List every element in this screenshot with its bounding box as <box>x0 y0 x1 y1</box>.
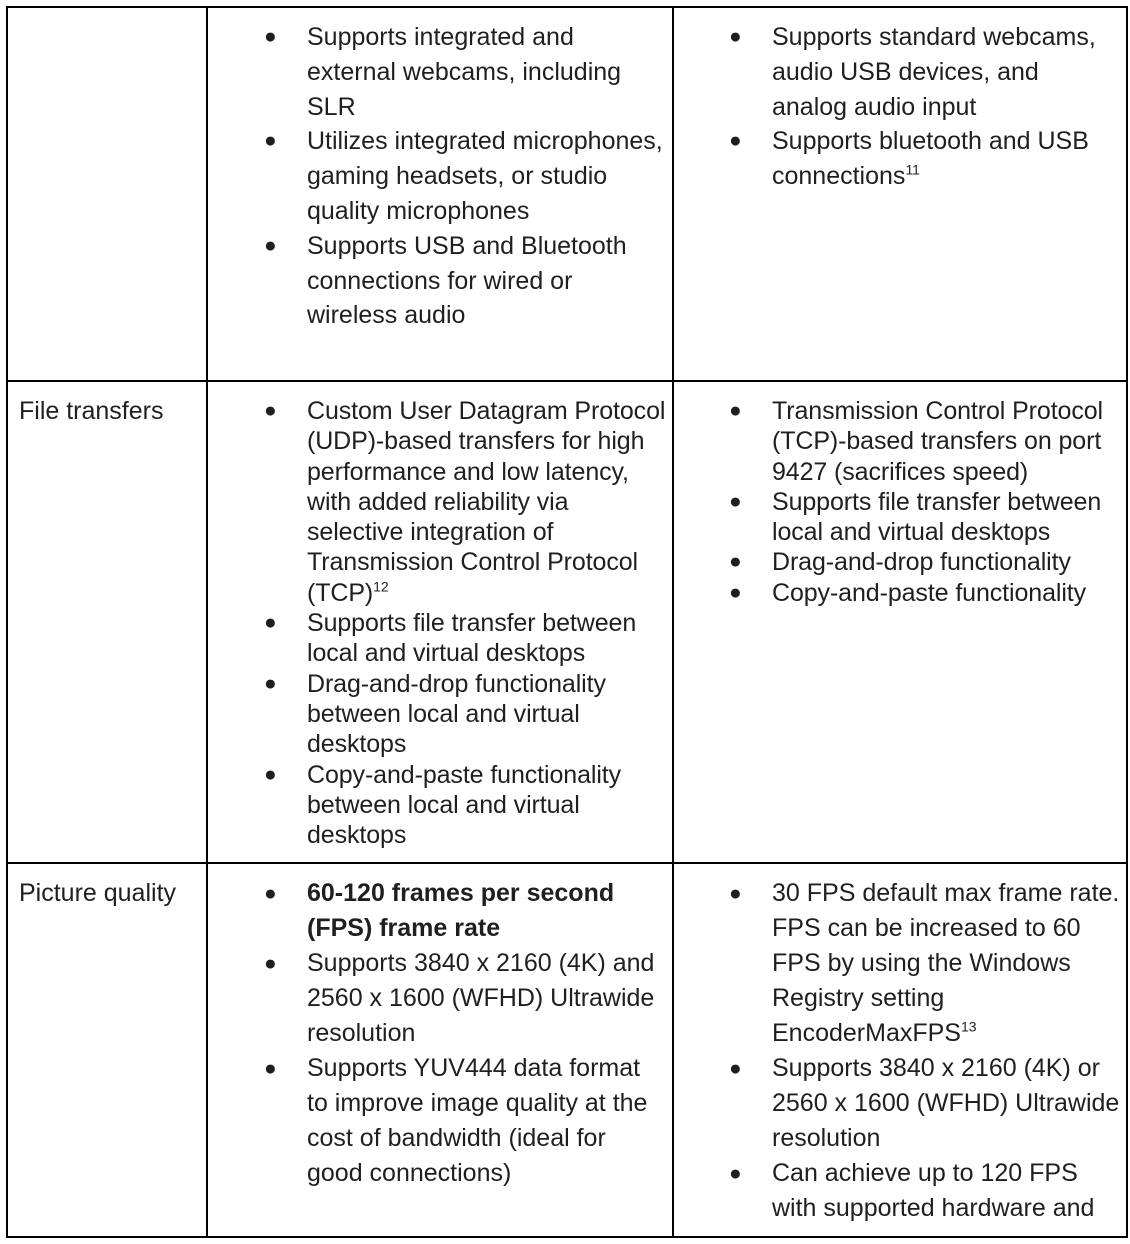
feature-cell-a <box>207 381 673 863</box>
row-label: Picture quality <box>19 879 177 907</box>
list-item <box>208 669 672 760</box>
feature-cell-b <box>673 863 1127 1237</box>
list-item-text: Supports USB and Bluetooth connections for wired or wireless audio <box>307 231 627 330</box>
list-item-text: Supports standard webcams, audio USB devices, and analog audio input <box>772 23 1096 121</box>
list-item-text: Supports file transfer between local and virtual desktops <box>307 609 637 668</box>
list-item-text: Copy-and-paste functionality <box>772 578 1087 607</box>
list-item-text: Drag-and-drop functionality between local and virtual desktops <box>307 669 606 759</box>
footnote-marker: 12 <box>373 578 389 595</box>
list-item-text: Custom User Datagram Protocol (UDP)-based transfers for high performance and low latency, with added reliability via selective integration of Transmission Control Protocol (TCP) <box>307 397 666 607</box>
list-item <box>208 124 672 228</box>
bullet-icon: ● <box>264 233 277 257</box>
list-item <box>674 1156 1126 1226</box>
bullet-icon: ● <box>264 25 277 48</box>
list-item-text: Supports bluetooth and USB connections <box>772 127 1089 191</box>
bullet-icon: ● <box>729 25 742 48</box>
bullet-icon: ● <box>729 550 742 574</box>
list-item <box>208 396 672 608</box>
bullet-icon: ● <box>729 129 742 153</box>
row-label-cell <box>7 381 207 863</box>
bullet-list <box>208 864 672 1191</box>
list-item-text: Supports integrated and external webcams, including SLR <box>307 23 622 121</box>
footnote-marker: 13 <box>960 1018 977 1035</box>
bullet-icon: ● <box>729 1162 742 1185</box>
bullet-icon: ● <box>264 671 277 695</box>
list-item <box>674 876 1126 1051</box>
bullet-icon: ● <box>729 399 742 422</box>
row-label: File transfers <box>19 397 164 425</box>
list-item <box>674 20 1126 124</box>
list-item <box>208 608 672 669</box>
list-item-text: Copy-and-paste functionality between local and virtual desktops <box>307 760 622 850</box>
bullet-icon: ● <box>264 611 277 635</box>
list-item-text: Supports YUV444 data format to improve image quality at the cost of bandwidth (ideal for good connections) <box>307 1054 648 1187</box>
footnote-marker: 11 <box>905 161 920 178</box>
feature-cell-a <box>207 7 673 381</box>
bullet-list <box>674 864 1126 1226</box>
bullet-icon: ● <box>264 1057 277 1080</box>
list-item-text: Can achieve up to 120 FPS with supported hardware and <box>772 1159 1095 1222</box>
list-item <box>674 578 1126 608</box>
bullet-icon: ● <box>264 399 277 422</box>
list-item <box>208 876 672 946</box>
bullet-icon: ● <box>264 762 277 786</box>
bullet-icon: ● <box>729 882 742 905</box>
bullet-icon: ● <box>729 489 742 513</box>
feature-cell-a <box>207 863 673 1237</box>
feature-cell-b <box>673 381 1127 863</box>
bullet-icon: ● <box>729 580 742 604</box>
list-item-text: 30 FPS default max frame rate. FPS can be increased to 60 FPS by using the Windows Registry setting EncoderMaxFPS <box>772 879 1120 1047</box>
row-label <box>8 8 206 21</box>
list-item-text: Supports 3840 x 2160 (4K) or 2560 x 1600 (WFHD) Ultrawide resolution <box>772 1054 1120 1152</box>
table-row <box>7 381 1127 863</box>
feature-cell-b <box>673 7 1127 381</box>
bullet-list <box>208 382 672 850</box>
list-item <box>208 229 672 333</box>
bullet-icon: ● <box>264 129 277 153</box>
list-item-text: Utilizes integrated microphones, gaming headsets, or studio quality microphones <box>307 127 663 225</box>
table-row <box>7 863 1127 1237</box>
bullet-list <box>674 382 1126 608</box>
row-label-cell <box>7 863 207 1237</box>
bullet-icon: ● <box>264 952 277 975</box>
list-item-text: 60-120 frames per second (FPS) frame rate <box>307 879 615 942</box>
list-item <box>208 20 672 124</box>
bullet-list <box>208 8 672 333</box>
list-item-text: Supports 3840 x 2160 (4K) and 2560 x 1600 (WFHD) Ultrawide resolution <box>307 949 655 1047</box>
bullet-icon: ● <box>264 882 277 905</box>
list-item-text: Drag-and-drop functionality <box>772 548 1071 577</box>
list-item <box>674 124 1126 194</box>
list-item <box>674 547 1126 577</box>
list-item <box>674 396 1126 487</box>
list-item-text: Supports file transfer between local and virtual desktops <box>772 487 1102 547</box>
list-item <box>208 1051 672 1191</box>
list-item <box>208 946 672 1051</box>
row-label-cell <box>7 7 207 381</box>
comparison-table <box>6 6 1128 1238</box>
bullet-list <box>674 8 1126 194</box>
list-item <box>674 1051 1126 1156</box>
table-row <box>7 7 1127 381</box>
list-item <box>674 487 1126 548</box>
list-item-text: Transmission Control Protocol (TCP)-based transfers on port 9427 (sacrifices speed) <box>772 397 1104 486</box>
list-item <box>208 760 672 851</box>
bullet-icon: ● <box>729 1057 742 1080</box>
